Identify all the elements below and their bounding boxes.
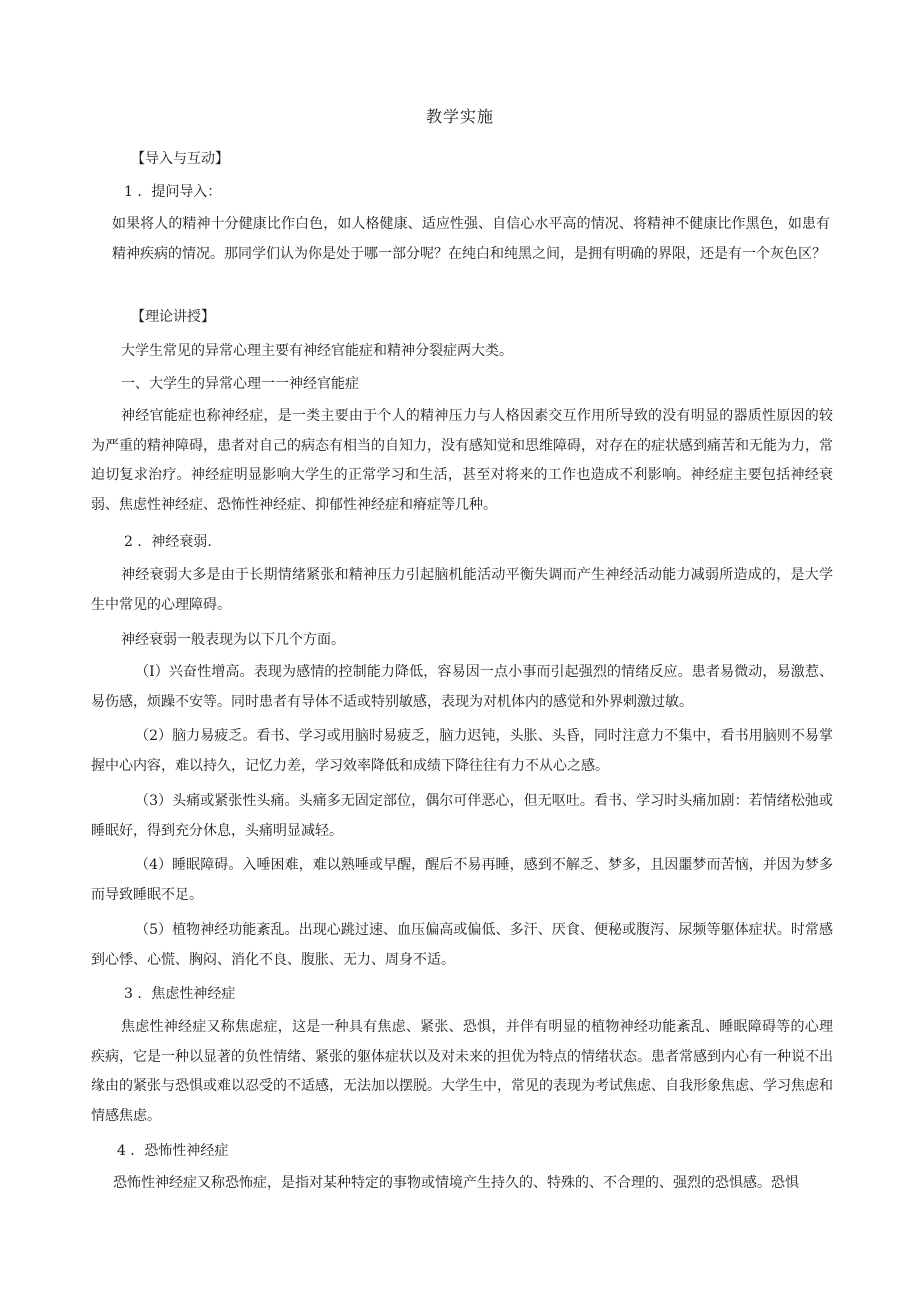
symptom-item-2: （2）脑力易疲乏。看书、学习或用脑时易疲乏，脑力迟钝，头胀、头昏，同时注意力不集中，看书用脑则不易掌握中心内容，难以持久，记忆力差，学习效率降低和成绩下降往往有力不从心之感。 [91,728,833,774]
paragraph-anxiety: 焦虑性神经症又称焦虑症，这是一种具有焦虑、紧张、恐惧，并伴有明显的植物神经功能紊乱、睡眠障碍等的心理疾病，它是一种以显著的负性情绪、紧张的躯体症状以及对未来的担优为特点的情绪状态。患者常感到内心有一种说不出缘由的紧张与恐惧或难以忍受的不适感，无法加以摆脱。大学生中，常见的表现为考试焦虑、自我形象焦虑、学习焦虑和情感焦虑。 [91,1019,833,1124]
paragraph-neurosis: 神经官能症也称神经症，是一类主要由于个人的精神压力与人格因素交互作用所导致的没有明显的器质性原因的较为严重的精神障碍，患者对自己的病态有相当的自知力，没有感知觉和思维障碍，对存在的症状感到痛苦和无能为力，常迫切复求治疗。神经症明显影响大学生的正常学习和生活，甚至对将来的工作也造成不利影响。神经症主要包括神经衰弱、焦虑性神经症、恐怖性神经症、抑郁性神经症和瘠症等几种。 [91,408,833,513]
item-heading-2: 2 ．神经衰弱. [124,534,212,550]
paragraph-phobia: 恐怖性神经症又称恐怖症，是指对某种特定的事物或情境产生持久的、特殊的、不合理的、强烈的恐惧感。恐惧 [113,1175,799,1191]
section-heading-theory: 【理论讲授】 [131,309,215,325]
paragraph-neurasthenia: 神经衰弱大多是由于长期情绪紧张和精神压力引起脑机能活动平衡失调而产生神经活动能力减弱所造成的，是大学生中常见的心理障碍。 [91,567,833,613]
page-title: 教学实施 [425,107,494,126]
section-heading-intro: 【导入与互动】 [131,151,229,167]
paragraph-symptoms-intro: 神经衰弱一般表现为以下几个方面。 [121,632,345,648]
item-heading-3: 3 ．焦虑性神经症 [124,986,236,1002]
symptom-item-4: （4）睡眠障碍。入唾困难，难以熟唾或早醒，醒后不易再睡，感到不解乏、梦多，且因噩梦而苦恼，并因为梦多而导致睡眠不足。 [91,857,833,903]
symptom-item-5: （5）植物神经功能紊乱。出现心跳过速、血压偏高或偏低、多汗、厌食、便秘或腹泻、尿频等躯体症状。时常感到心悸、心慌、胸闷、消化不良、腹胀、无力、周身不适。 [91,922,833,968]
chapter-heading-1: 一、大学生的异常心理一一神经官能症 [121,376,359,392]
item-heading-1: 1 ．提问导入： [124,184,222,200]
symptom-item-3: （3）头痛或紧张性头痛。头痛多无固定部位，偶尔可伴恶心，但无呕吐。看书、学习时头痛加剧：若情绪松弛或睡眠好，得到充分休息，头痛明显减轻。 [91,793,833,839]
symptom-item-1: （I）兴奋性增高。表现为感情的控制能力降低，容易因一点小事而引起强烈的情绪反应。患者易微动，易激惹、易伤感，烦躁不安等。同时患者有导体不适或特别敏感，表现为对机体内的感觉和外界剌激过敏。 [91,664,833,710]
paragraph-categories: 大学生常见的异常心理主要有神经官能症和精神分裂症两大类。 [121,343,513,359]
paragraph-intro: 如果将人的精神十分健康比作白色，如人格健康、适应性强、自信心水平高的情况、将精神不健康比作黑色，如患有精神疾病的情况。那同学们认为你是处于哪一部分呢？在纯白和纯黑之间，是拥有明确的界限，还是有一个灰色区？ [112,216,830,262]
item-heading-4: 4 ．恐怖性神经症 [117,1143,229,1159]
